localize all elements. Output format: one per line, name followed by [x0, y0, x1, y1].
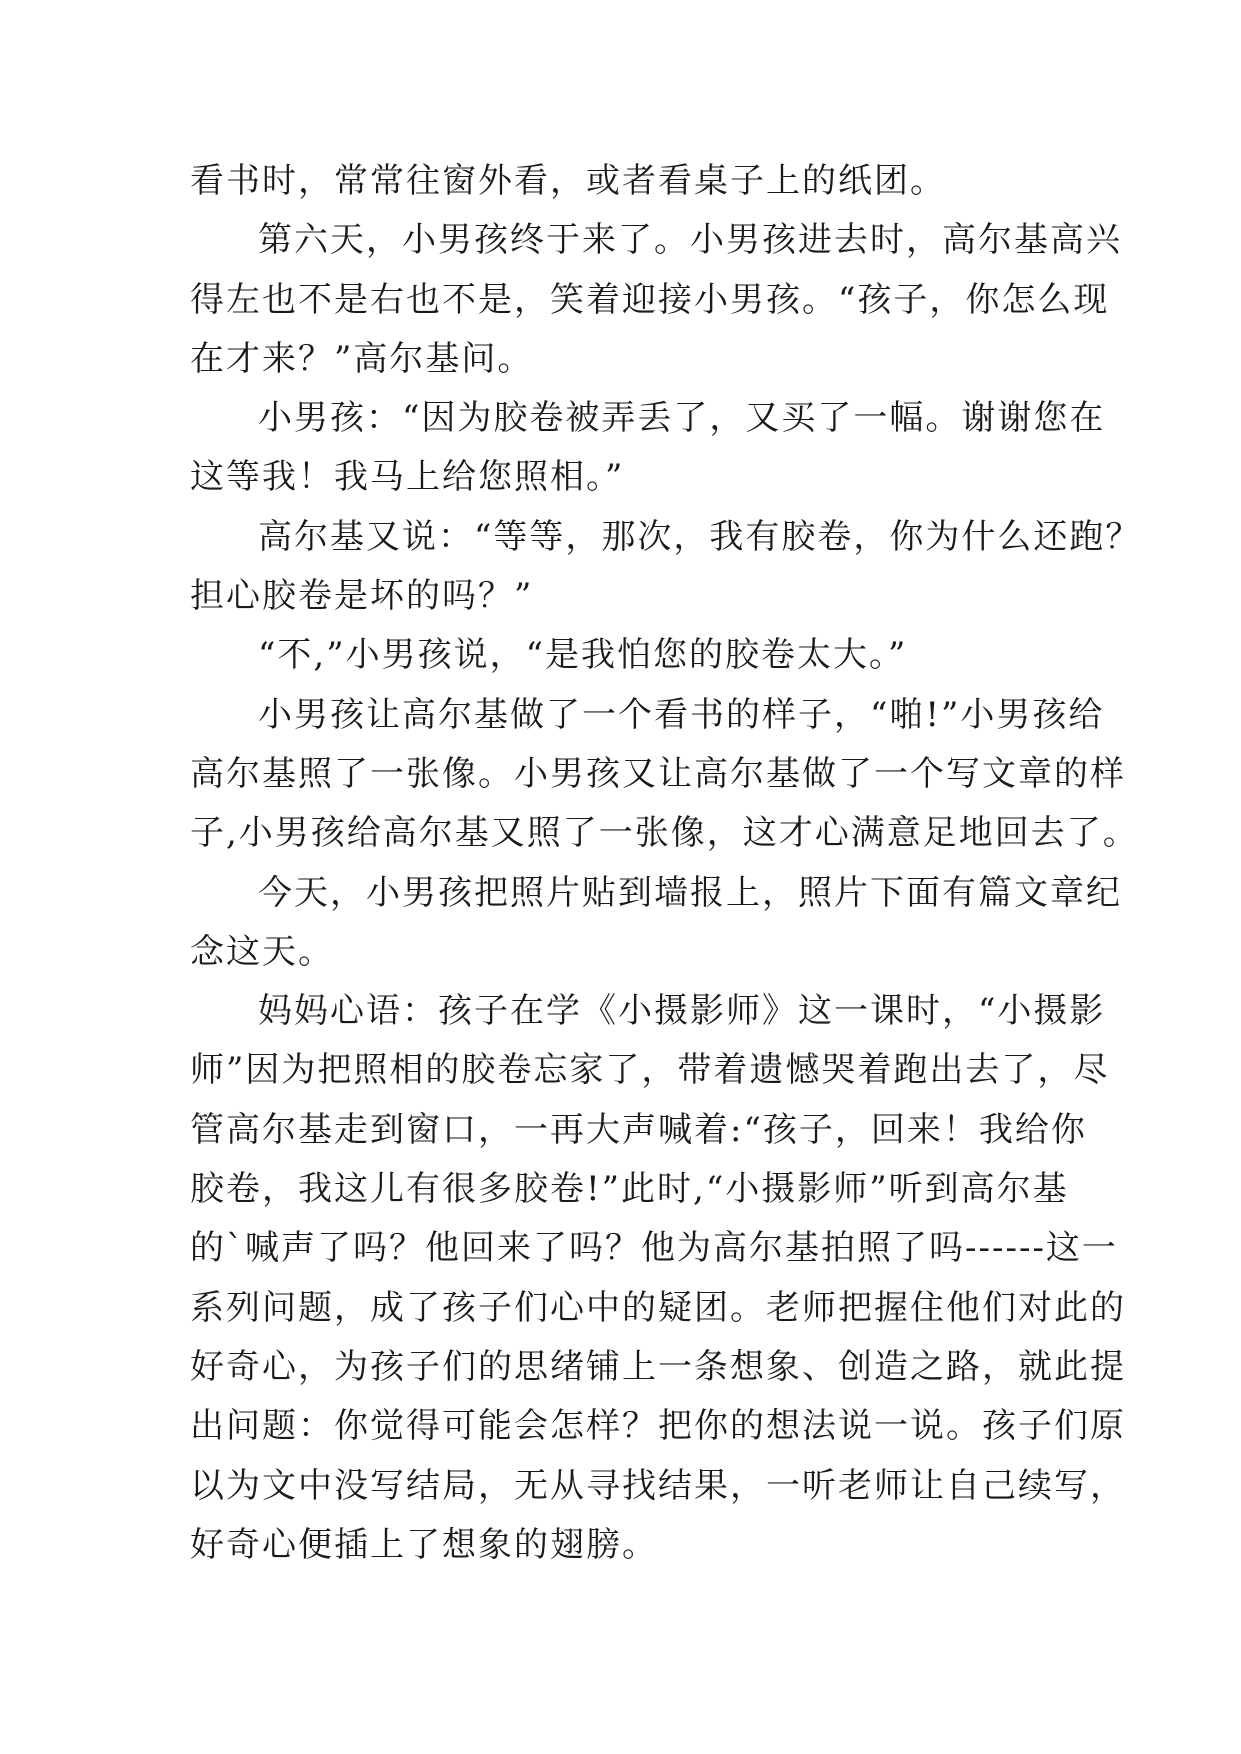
text-line: 得左也不是右也不是，笑着迎接小男孩。“孩子，你怎么现 — [190, 279, 1110, 320]
text-line: 子,小男孩给高尔基又照了一张像，这才心满意足地回去了。 — [190, 813, 1139, 854]
text-line: 好奇心便插上了想象的翅膀。 — [190, 1524, 658, 1565]
text-line: 出问题：你觉得可能会怎样？把你的想法说一说。孩子们原 — [190, 1406, 1126, 1447]
text-line: 的`喊声了吗？他回来了吗？他为高尔基拍照了吗------这一 — [190, 1228, 1118, 1269]
text-line: 胶卷，我这儿有很多胶卷!”此时,“小摄影师”听到高尔基 — [190, 1169, 1069, 1210]
text-line: 看书时，常常往窗外看，或者看桌子上的纸团。 — [190, 161, 946, 201]
text-line: 妈妈心语：孩子在学《小摄影师》这一课时，“小摄影 — [258, 991, 1106, 1032]
text-line: 小男孩：“因为胶卷被弄丢了，又买了一幅。谢谢您在 — [258, 398, 1106, 439]
text-line: 担心胶卷是坏的吗？” — [190, 576, 534, 617]
text-line: 念这天。 — [190, 931, 334, 972]
text-line: 这等我！我马上给您照相。” — [190, 457, 625, 498]
text-line: “不,”小男孩说，“是我怕您的胶卷太大。” — [258, 635, 908, 676]
text-line: 今天，小男孩把照片贴到墙报上，照片下面有篇文章纪 — [258, 872, 1122, 913]
text-line: 好奇心，为孩子们的思绪铺上一条想象、创造之路，就此提 — [190, 1346, 1126, 1387]
text-line: 在才来？”高尔基问。 — [190, 338, 534, 379]
text-line: 师”因为把照相的胶卷忘家了，带着遗憾哭着跑出去了，尽 — [190, 1050, 1110, 1091]
text-line: 高尔基照了一张像。小男孩又让高尔基做了一个写文章的样 — [190, 753, 1126, 794]
text-line: 管高尔基走到窗口，一再大声喊着:“孩子，回来！我给你 — [190, 1109, 1087, 1150]
text-line: 高尔基又说：“等等，那次，我有胶卷，你为什么还跑？ — [258, 516, 1142, 557]
text-line: 小男孩让高尔基做了一个看书的样子，“啪!”小男孩给 — [258, 694, 1105, 735]
article-body — [190, 152, 1142, 1575]
text-line: 以为文中没写结局，无从寻找结果，一听老师让自己续写， — [190, 1465, 1126, 1506]
text-line: 第六天，小男孩终于来了。小男孩进去时，高尔基高兴 — [258, 220, 1122, 261]
text-line: 系列问题，成了孩子们心中的疑团。老师把握住他们对此的 — [190, 1287, 1126, 1328]
